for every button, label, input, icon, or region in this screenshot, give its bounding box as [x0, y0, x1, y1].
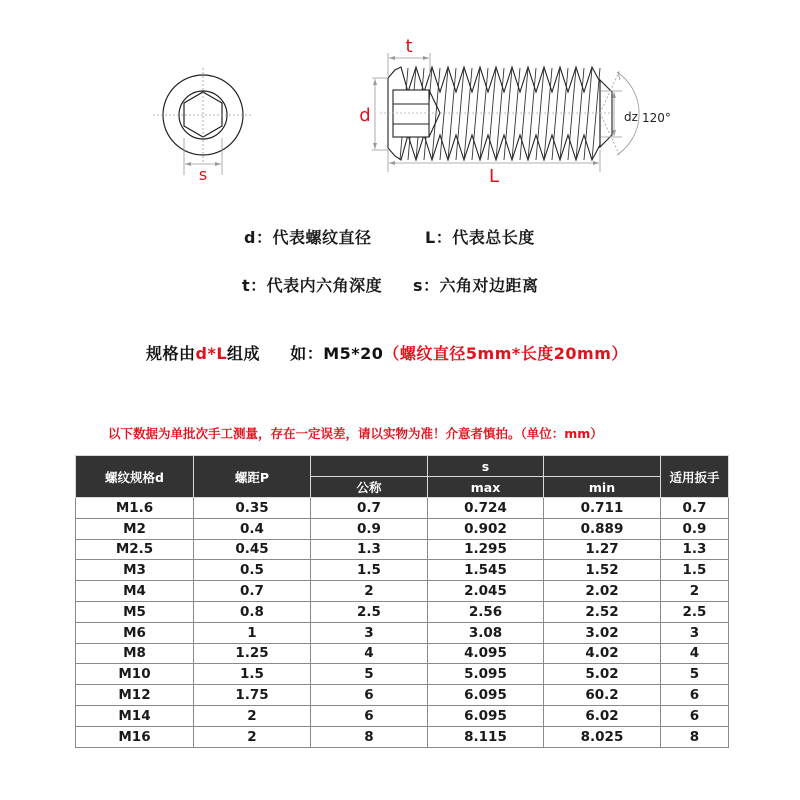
cell-nominal: 0.9 [311, 518, 428, 539]
cell-thread-spec: M12 [76, 685, 194, 706]
cell-max: 5.095 [428, 664, 544, 685]
cell-max: 6.095 [428, 685, 544, 706]
table-row [76, 581, 729, 602]
cell-wrench: 6 [661, 705, 729, 726]
header-pitch: 螺距P [194, 456, 311, 498]
spec-rule-suffix: 组成 [227, 344, 261, 363]
legend-d [244, 225, 371, 248]
cell-thread-spec: M2.5 [76, 539, 194, 560]
header-wrench: 适用扳手 [661, 456, 729, 498]
cell-min: 2.02 [544, 581, 661, 602]
cell-wrench: 2 [661, 581, 729, 602]
legend-t-key: t [242, 276, 251, 295]
cell-nominal: 1.5 [311, 560, 428, 581]
cell-thread-spec: M6 [76, 622, 194, 643]
cell-max: 2.56 [428, 601, 544, 622]
cell-pitch: 0.7 [194, 581, 311, 602]
cell-nominal: 1.3 [311, 539, 428, 560]
legend-L-sep: ： [435, 228, 453, 247]
cell-max: 0.902 [428, 518, 544, 539]
header-s-group: s [428, 456, 544, 477]
header-thread-spec: 螺纹规格d [76, 456, 194, 498]
cell-min: 2.52 [544, 601, 661, 622]
side-view-label-d: d [359, 105, 371, 126]
cell-nominal: 4 [311, 643, 428, 664]
cell-min: 8.025 [544, 726, 661, 747]
table-row [76, 601, 729, 622]
cell-wrench: 0.7 [661, 498, 729, 519]
cell-min: 0.889 [544, 518, 661, 539]
cell-pitch: 0.5 [194, 560, 311, 581]
cell-wrench: 4 [661, 643, 729, 664]
cell-min: 3.02 [544, 622, 661, 643]
cell-pitch: 2 [194, 705, 311, 726]
spec-rule-prefix: 规格由 [146, 344, 196, 363]
legend-d-text: 代表螺纹直径 [272, 228, 372, 247]
table-row [76, 560, 729, 581]
cell-min: 5.02 [544, 664, 661, 685]
table-row [76, 685, 729, 706]
cell-wrench: 1.3 [661, 539, 729, 560]
cell-max: 1.545 [428, 560, 544, 581]
legend-s-key: s [413, 276, 424, 295]
cell-max: 3.08 [428, 622, 544, 643]
cell-max: 6.095 [428, 705, 544, 726]
header-nominal: 公称 [311, 477, 428, 498]
end-view-drawing [153, 68, 253, 175]
cell-pitch: 0.45 [194, 539, 311, 560]
table-row [76, 539, 729, 560]
side-view-drawing [380, 67, 612, 160]
side-view-label-dz: dz [624, 110, 638, 124]
cell-thread-spec: M1.6 [76, 498, 194, 519]
side-view-label-L: L [488, 166, 500, 187]
cell-min: 60.2 [544, 685, 661, 706]
cell-max: 1.295 [428, 539, 544, 560]
cell-nominal: 6 [311, 685, 428, 706]
legend-d-key: d [244, 228, 256, 247]
cell-max: 8.115 [428, 726, 544, 747]
header-s-blank-1 [311, 456, 428, 477]
spec-rule-example: 如：M5*20 [290, 344, 384, 363]
end-view-label-s: s [198, 165, 208, 184]
legend-s-text: 六角对边距离 [439, 276, 539, 295]
legend-L [425, 225, 535, 248]
cell-wrench: 2.5 [661, 601, 729, 622]
cell-nominal: 2.5 [311, 601, 428, 622]
legend-L-key: L [425, 228, 436, 247]
table-row [76, 622, 729, 643]
legend-s [413, 273, 539, 296]
cell-thread-spec: M4 [76, 581, 194, 602]
cell-nominal: 0.7 [311, 498, 428, 519]
side-view-angle-label: 120° [642, 111, 671, 125]
cell-pitch: 2 [194, 726, 311, 747]
cell-pitch: 0.35 [194, 498, 311, 519]
cell-max: 2.045 [428, 581, 544, 602]
table-row [76, 705, 729, 726]
cell-nominal: 5 [311, 664, 428, 685]
cell-wrench: 5 [661, 664, 729, 685]
cell-pitch: 0.4 [194, 518, 311, 539]
table-row [76, 518, 729, 539]
header-min: min [544, 477, 661, 498]
cell-pitch: 1.75 [194, 685, 311, 706]
cell-nominal: 8 [311, 726, 428, 747]
cell-wrench: 8 [661, 726, 729, 747]
cell-min: 6.02 [544, 705, 661, 726]
cell-thread-spec: M8 [76, 643, 194, 664]
cell-pitch: 1.5 [194, 664, 311, 685]
legend-d-sep: ： [255, 228, 273, 247]
cell-nominal: 3 [311, 622, 428, 643]
cell-wrench: 0.9 [661, 518, 729, 539]
cell-pitch: 1.25 [194, 643, 311, 664]
cell-thread-spec: M5 [76, 601, 194, 622]
legend-t-text: 代表内六角深度 [266, 276, 383, 295]
header-max: max [428, 477, 544, 498]
cell-thread-spec: M2 [76, 518, 194, 539]
cell-nominal: 6 [311, 705, 428, 726]
side-view-label-t: t [405, 36, 413, 57]
cell-min: 1.27 [544, 539, 661, 560]
legend-s-sep: ： [423, 276, 440, 295]
legend-t-sep: ： [250, 276, 267, 295]
spec-rule-example-explanation: （螺纹直径5mm*长度20mm） [383, 344, 628, 363]
measurement-disclaimer: 以下数据为单批次手工测量，存在一定误差，请以实物为准！介意者慎拍。（单位：mm） [108, 426, 603, 441]
header-s-blank-2 [544, 456, 661, 477]
table-row [76, 498, 729, 519]
cell-nominal: 2 [311, 581, 428, 602]
cell-pitch: 1 [194, 622, 311, 643]
cell-thread-spec: M3 [76, 560, 194, 581]
legend-t [242, 273, 382, 296]
table-row [76, 643, 729, 664]
spec-rule [146, 341, 628, 364]
table-row [76, 726, 729, 747]
set-screw-spec-table [75, 455, 729, 748]
cell-wrench: 6 [661, 685, 729, 706]
cell-thread-spec: M10 [76, 664, 194, 685]
cell-max: 4.095 [428, 643, 544, 664]
cell-pitch: 0.8 [194, 601, 311, 622]
cell-min: 0.711 [544, 498, 661, 519]
cell-thread-spec: M14 [76, 705, 194, 726]
cell-min: 4.02 [544, 643, 661, 664]
legend-L-text: 代表总长度 [452, 228, 535, 247]
spec-rule-formula: d*L [195, 344, 228, 363]
cell-max: 0.724 [428, 498, 544, 519]
cell-min: 1.52 [544, 560, 661, 581]
cell-wrench: 3 [661, 622, 729, 643]
cell-wrench: 1.5 [661, 560, 729, 581]
cell-thread-spec: M16 [76, 726, 194, 747]
table-row [76, 664, 729, 685]
set-screw-technical-drawing [0, 0, 800, 200]
